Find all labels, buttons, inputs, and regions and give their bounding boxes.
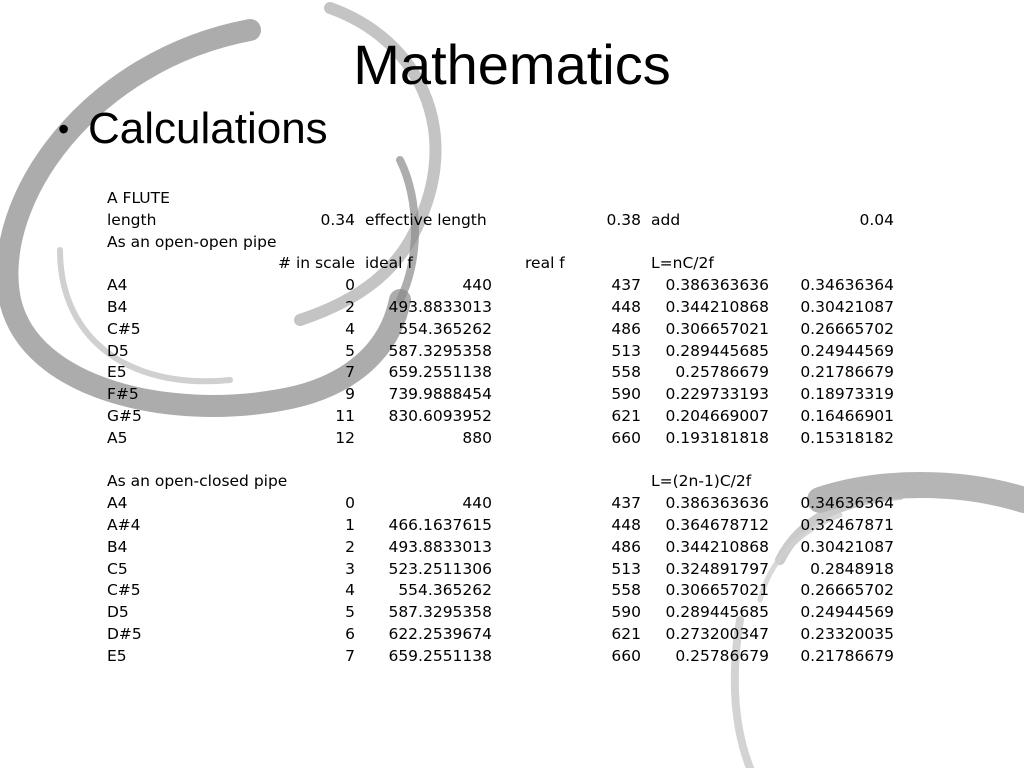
- slide-title: Mathematics: [353, 33, 671, 96]
- table-row: [102, 210, 899, 232]
- table-row: [102, 580, 899, 602]
- table-row: [102, 362, 899, 384]
- note-cell: D5: [107, 341, 129, 360]
- note-cell: C5: [107, 559, 128, 578]
- formula-closed: L=(2n-1)C/2f: [651, 472, 752, 491]
- length-cell: 0.344210868: [665, 537, 769, 556]
- adjusted-length-cell: 0.21786679: [800, 646, 894, 665]
- note-cell: E5: [107, 363, 127, 382]
- table-row: [102, 471, 899, 493]
- length-cell: 0.204669007: [665, 406, 769, 425]
- column-header-real: real f: [525, 254, 565, 273]
- real-frequency-cell: 558: [611, 363, 641, 382]
- scale-index-cell: 2: [345, 297, 355, 316]
- ideal-frequency-cell: 622.2539674: [388, 624, 492, 643]
- length-cell: 0.289445685: [665, 603, 769, 622]
- real-frequency-cell: 621: [611, 624, 641, 643]
- real-frequency-cell: 486: [611, 537, 641, 556]
- scale-index-cell: 2: [345, 537, 355, 556]
- adjusted-length-cell: 0.24944569: [800, 341, 894, 360]
- formula-open: L=nC/2f: [651, 254, 714, 273]
- note-cell: B4: [107, 537, 128, 556]
- adjusted-length-cell: 0.30421087: [800, 297, 894, 316]
- bullet-dot-icon: •: [58, 111, 70, 147]
- real-frequency-cell: 513: [611, 559, 641, 578]
- ideal-frequency-cell: 587.3295358: [388, 603, 492, 622]
- scale-index-cell: 1: [345, 515, 355, 534]
- length-cell: 0.193181818: [665, 428, 769, 447]
- real-frequency-cell: 590: [611, 385, 641, 404]
- length-cell: 0.25786679: [675, 646, 769, 665]
- table-row: [102, 232, 899, 254]
- adjusted-length-cell: 0.26665702: [800, 581, 894, 600]
- open-closed-label: As an open-closed pipe: [107, 472, 288, 491]
- note-cell: A#4: [107, 515, 141, 534]
- length-cell: 0.386363636: [665, 494, 769, 513]
- note-cell: F#5: [107, 385, 139, 404]
- open-open-label: As an open-open pipe: [107, 232, 277, 251]
- adjusted-length-cell: 0.32467871: [800, 515, 894, 534]
- add-value: 0.04: [859, 210, 894, 229]
- length-cell: 0.306657021: [665, 581, 769, 600]
- real-frequency-cell: 590: [611, 603, 641, 622]
- length-cell: 0.344210868: [665, 297, 769, 316]
- adjusted-length-cell: 0.34636364: [800, 276, 894, 295]
- adjusted-length-cell: 0.21786679: [800, 363, 894, 382]
- real-frequency-cell: 660: [611, 646, 641, 665]
- note-cell: C#5: [107, 581, 141, 600]
- ideal-frequency-cell: 440: [462, 494, 492, 513]
- scale-index-cell: 4: [345, 319, 355, 338]
- note-cell: E5: [107, 646, 127, 665]
- ideal-frequency-cell: 466.1637615: [388, 515, 492, 534]
- ideal-frequency-cell: 493.8833013: [388, 297, 492, 316]
- column-header-scale: # in scale: [278, 254, 355, 273]
- scale-index-cell: 5: [345, 603, 355, 622]
- length-cell: 0.364678712: [665, 515, 769, 534]
- real-frequency-cell: 448: [611, 297, 641, 316]
- real-frequency-cell: 558: [611, 581, 641, 600]
- note-cell: A5: [107, 428, 128, 447]
- adjusted-length-cell: 0.26665702: [800, 319, 894, 338]
- scale-index-cell: 6: [345, 624, 355, 643]
- ideal-frequency-cell: 880: [462, 428, 492, 447]
- length-cell: 0.386363636: [665, 276, 769, 295]
- table-row: [102, 297, 899, 319]
- note-cell: C#5: [107, 319, 141, 338]
- real-frequency-cell: 437: [611, 276, 641, 295]
- scale-index-cell: 11: [335, 406, 355, 425]
- real-frequency-cell: 437: [611, 494, 641, 513]
- note-cell: A4: [107, 276, 128, 295]
- note-cell: D#5: [107, 624, 142, 643]
- table-row: [102, 384, 899, 406]
- length-cell: 0.289445685: [665, 341, 769, 360]
- effective-length-value: 0.38: [606, 210, 641, 229]
- table-row: [102, 624, 899, 646]
- ideal-frequency-cell: 587.3295358: [388, 341, 492, 360]
- bullet-text: Calculations: [88, 104, 328, 153]
- ideal-frequency-cell: 493.8833013: [388, 537, 492, 556]
- real-frequency-cell: 448: [611, 515, 641, 534]
- table-header-row: [102, 253, 899, 275]
- sheet-heading: A FLUTE: [107, 189, 170, 207]
- adjusted-length-cell: 0.16466901: [800, 406, 894, 425]
- real-frequency-cell: 621: [611, 406, 641, 425]
- adjusted-length-cell: 0.24944569: [800, 603, 894, 622]
- calculation-table: [102, 188, 899, 668]
- ideal-frequency-cell: 659.2551138: [388, 646, 492, 665]
- scale-index-cell: 0: [345, 276, 355, 295]
- add-label: add: [651, 210, 681, 229]
- adjusted-length-cell: 0.30421087: [800, 537, 894, 556]
- length-cell: 0.25786679: [675, 363, 769, 382]
- note-cell: G#5: [107, 406, 142, 425]
- scale-index-cell: 7: [345, 363, 355, 382]
- scale-index-cell: 0: [345, 494, 355, 513]
- adjusted-length-cell: 0.23320035: [800, 624, 894, 643]
- adjusted-length-cell: 0.15318182: [800, 428, 894, 447]
- table-row: [102, 406, 899, 428]
- ideal-frequency-cell: 830.6093952: [388, 406, 492, 425]
- spacer-row: [102, 450, 899, 472]
- adjusted-length-cell: 0.34636364: [800, 494, 894, 513]
- note-cell: B4: [107, 297, 128, 316]
- real-frequency-cell: 513: [611, 341, 641, 360]
- table-row: [102, 602, 899, 624]
- table-row: [102, 493, 899, 515]
- column-header-ideal: ideal f: [365, 254, 413, 273]
- scale-index-cell: 3: [345, 559, 355, 578]
- table-row: [102, 515, 899, 537]
- length-cell: 0.229733193: [665, 385, 769, 404]
- ideal-frequency-cell: 739.9888454: [388, 385, 492, 404]
- table-row: [102, 319, 899, 341]
- ideal-frequency-cell: 440: [462, 276, 492, 295]
- table-row: [102, 646, 899, 668]
- scale-index-cell: 12: [335, 428, 355, 447]
- table-row: [102, 537, 899, 559]
- length-value: 0.34: [320, 210, 355, 229]
- length-cell: 0.324891797: [665, 559, 769, 578]
- effective-length-label: effective length: [365, 210, 487, 229]
- scale-index-cell: 5: [345, 341, 355, 360]
- ideal-frequency-cell: 554.365262: [398, 319, 492, 338]
- bullet-item: [58, 100, 328, 158]
- table-row: [102, 275, 899, 297]
- ideal-frequency-cell: 554.365262: [398, 581, 492, 600]
- table-row: [102, 188, 899, 210]
- scale-index-cell: 7: [345, 646, 355, 665]
- table-row: [102, 428, 899, 450]
- adjusted-length-cell: 0.18973319: [800, 385, 894, 404]
- length-cell: 0.273200347: [665, 624, 769, 643]
- table-row: [102, 559, 899, 581]
- length-cell: 0.306657021: [665, 319, 769, 338]
- real-frequency-cell: 660: [611, 428, 641, 447]
- note-cell: A4: [107, 494, 128, 513]
- real-frequency-cell: 486: [611, 319, 641, 338]
- length-label: length: [107, 210, 157, 229]
- note-cell: D5: [107, 603, 129, 622]
- adjusted-length-cell: 0.2848918: [810, 559, 894, 578]
- ideal-frequency-cell: 523.2511306: [388, 559, 492, 578]
- scale-index-cell: 4: [345, 581, 355, 600]
- scale-index-cell: 9: [345, 385, 355, 404]
- table-row: [102, 341, 899, 363]
- ideal-frequency-cell: 659.2551138: [388, 363, 492, 382]
